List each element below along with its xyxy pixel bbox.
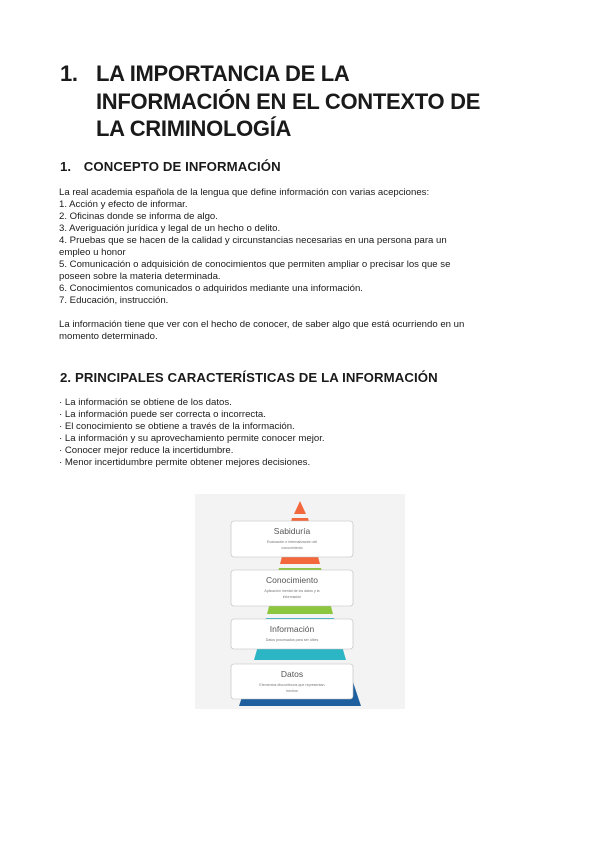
pyramid-level-description: Datos procesados para ser útiles	[265, 638, 319, 642]
pyramid-level-description: Elementos discontinuos que representan	[259, 683, 325, 687]
closing-line: La información tiene que ver con el hecho de conocer, de saber algo que está ocurriendo en un	[59, 319, 465, 330]
bullet-item: · La información y su aprovechamiento permite conocer mejor.	[59, 433, 325, 444]
section-1-number: 1.	[60, 159, 72, 174]
pyramid-level-description: hechos	[286, 689, 298, 693]
definition-line: La real academia española de la lengua que define información con varias acepciones:	[59, 187, 430, 198]
bullet-item: · Conocer mejor reduce la incertidumbre.	[59, 445, 234, 456]
definition-line: 6. Conocimientos comunicados o adquiridos mediante una información.	[59, 283, 363, 294]
closing-line: momento determinado.	[59, 331, 158, 342]
pyramid-level-description: Aplicación mental de los datos y la	[264, 589, 320, 593]
definition-line: 2. Oficinas donde se informa de algo.	[59, 211, 218, 222]
main-title-line-3: LA CRIMINOLOGÍA	[96, 116, 292, 141]
main-title	[60, 60, 560, 143]
main-title-line-1: LA IMPORTANCIA DE LA	[96, 61, 350, 86]
section-1-heading	[60, 159, 281, 174]
pyramid-level-title: Conocimiento	[266, 575, 318, 585]
definition-line: poseen sobre la materia determinada.	[59, 271, 221, 282]
pyramid-level-description: información	[282, 595, 302, 599]
section-1-definitions	[59, 187, 549, 307]
definition-line: empleo u honor	[59, 247, 126, 258]
section-2-heading: 2. PRINCIPALES CARACTERÍSTICAS DE LA INFORMACIÓN	[60, 370, 438, 385]
bullet-item: · El conocimiento se obtiene a través de la información.	[59, 421, 295, 432]
section-1-closing-paragraph	[59, 319, 549, 343]
bullet-item: · La información puede ser correcta o incorrecta.	[59, 409, 266, 420]
pyramid-level-title: Datos	[280, 669, 304, 679]
pyramid-level-description: Evaluación e internalización del	[266, 540, 318, 544]
dikw-pyramid-diagram	[195, 494, 405, 709]
main-title-line-2: INFORMACIÓN EN EL CONTEXTO DE	[96, 88, 481, 114]
definition-line: 7. Educación, instrucción.	[59, 295, 169, 306]
section-2-bullet-list	[59, 397, 549, 469]
definition-line: 1. Acción y efecto de informar.	[59, 199, 188, 210]
pyramid-level-description: conocimiento	[281, 546, 303, 550]
bullet-item: · La información se obtiene de los datos.	[59, 397, 232, 408]
definition-line: 4. Pruebas que se hacen de la calidad y circunstancias necesarias en una persona para un	[59, 235, 447, 246]
pyramid-level-title: Información	[269, 624, 315, 634]
definition-line: 3. Averiguación jurídica y legal de un hecho o delito.	[59, 223, 281, 234]
bullet-item: · Menor incertidumbre permite obtener mejores decisiones.	[59, 457, 311, 468]
section-1-heading-text: CONCEPTO DE INFORMACIÓN	[83, 159, 281, 174]
pyramid-level-title: Sabiduría	[273, 526, 311, 536]
main-title-number: 1.	[60, 61, 78, 86]
definition-line: 5. Comunicación o adquisición de conocimientos que permiten ampliar o precisar los que se	[59, 259, 451, 270]
